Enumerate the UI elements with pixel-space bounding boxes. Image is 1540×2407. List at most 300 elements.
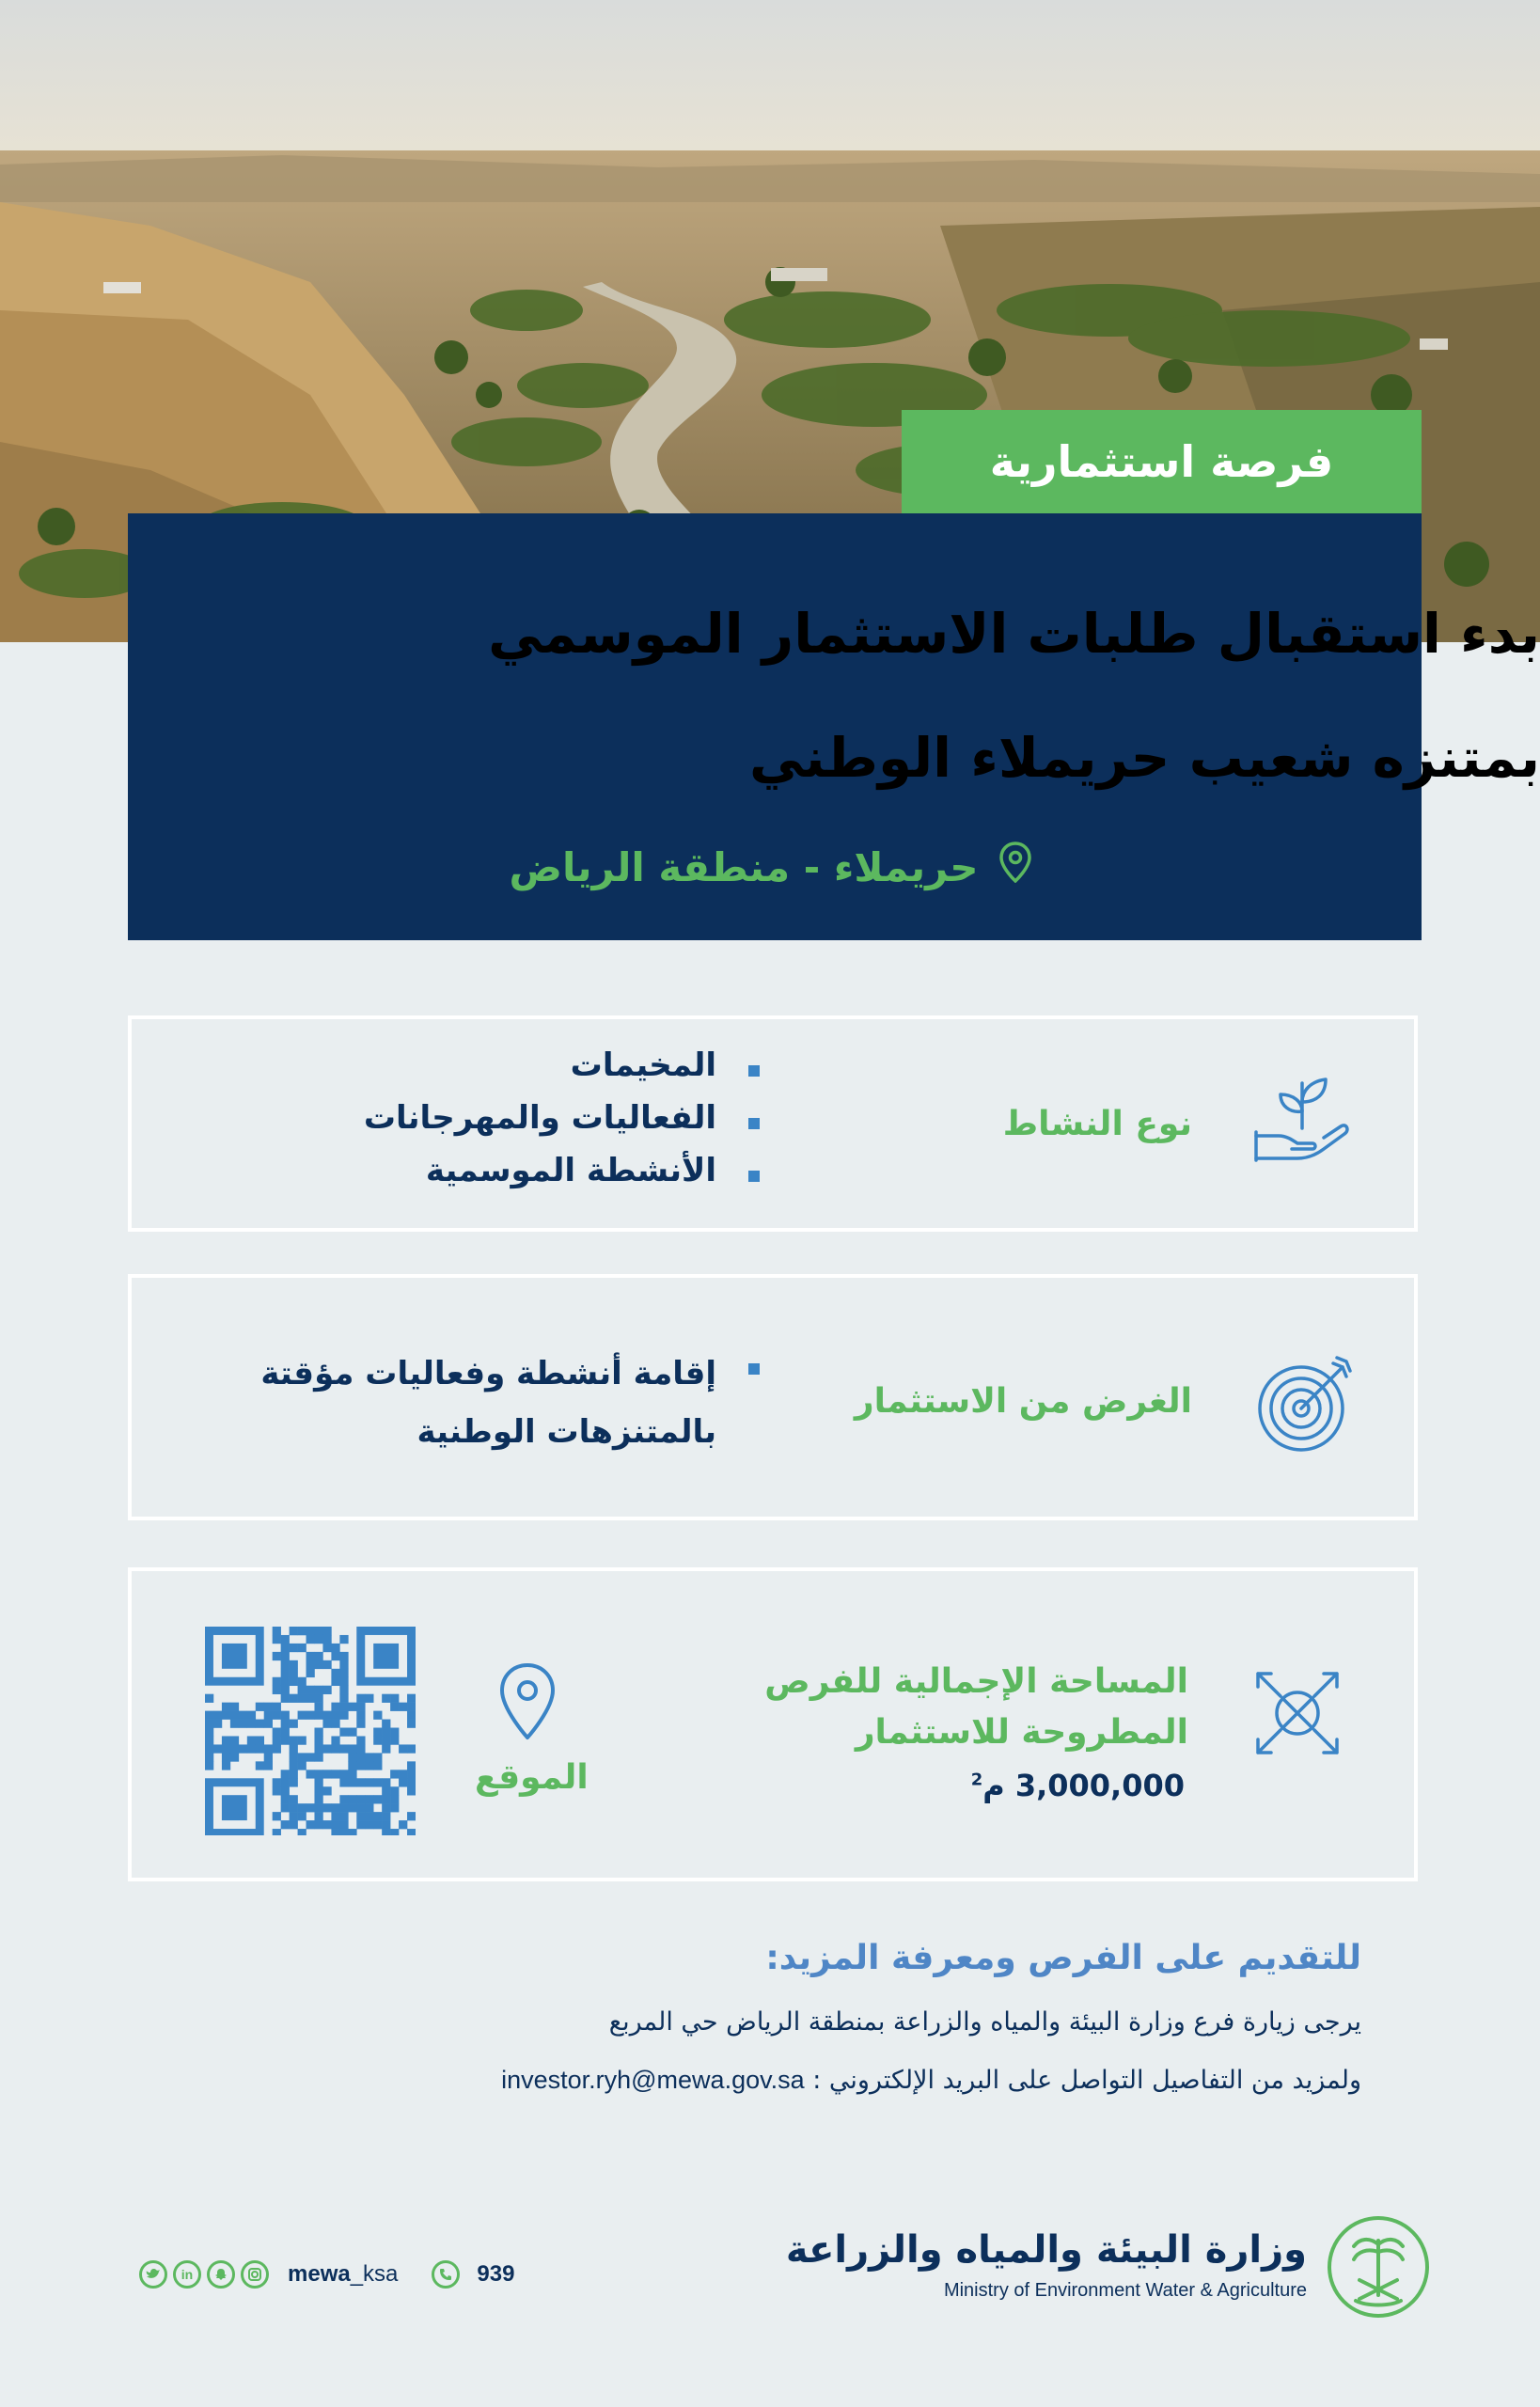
qr-module	[290, 1660, 298, 1669]
qr-module	[331, 1720, 339, 1728]
qr-module	[273, 1703, 281, 1711]
instagram-icon[interactable]	[241, 2260, 269, 2289]
qr-module	[314, 1753, 322, 1761]
qr-module	[306, 1753, 315, 1761]
social-bar	[139, 2260, 514, 2289]
apply-contact-label: ولمزيد من التفاصيل التواصل على البريد الإلكتروني :	[804, 2066, 1361, 2095]
qr-module	[348, 1753, 356, 1761]
qr-module	[373, 1736, 382, 1744]
qr-module	[390, 1736, 399, 1744]
qr-module	[322, 1644, 331, 1652]
qr-module	[339, 1652, 348, 1660]
area-number: 3,000,000 م	[982, 1768, 1185, 1803]
qr-module	[331, 1829, 339, 1835]
qr-module	[230, 1711, 239, 1720]
qr-module	[298, 1812, 306, 1820]
qr-module	[306, 1694, 315, 1703]
qr-module	[314, 1820, 322, 1829]
qr-module	[256, 1720, 264, 1728]
qr-module	[382, 1829, 390, 1835]
qr-module	[339, 1694, 348, 1703]
qr-module	[247, 1744, 256, 1753]
qr-module	[314, 1778, 322, 1786]
qr-module	[407, 1703, 416, 1711]
hand-plant-icon	[1250, 1074, 1354, 1168]
qr-module	[306, 1635, 315, 1644]
location-text: حريملاء - منطقة الرياض	[509, 843, 979, 890]
qr-module	[281, 1786, 290, 1795]
list-item: المخيمات	[364, 1046, 760, 1099]
qr-module	[339, 1795, 348, 1803]
qr-module	[222, 1703, 230, 1711]
qr-module	[356, 1736, 365, 1744]
total-area-label-line-2: المطروحة للاستثمار	[855, 1713, 1188, 1752]
qr-module	[356, 1795, 365, 1803]
qr-module	[281, 1644, 290, 1652]
qr-module	[281, 1652, 290, 1660]
qr-module	[273, 1786, 281, 1795]
qr-module	[256, 1761, 264, 1770]
qr-module	[390, 1694, 399, 1703]
qr-module	[356, 1694, 365, 1703]
qr-module	[373, 1795, 382, 1803]
qr-module	[281, 1686, 290, 1694]
qr-module	[273, 1744, 281, 1753]
qr-module	[230, 1744, 239, 1753]
qr-module	[314, 1728, 322, 1737]
qr-module	[407, 1711, 416, 1720]
qr-finder-inner	[222, 1795, 247, 1820]
site-label: الموقع	[475, 1758, 589, 1797]
qr-module	[339, 1635, 348, 1644]
qr-module	[222, 1711, 230, 1720]
qr-module	[339, 1677, 348, 1686]
qr-module	[348, 1770, 356, 1778]
qr-module	[331, 1820, 339, 1829]
qr-module	[407, 1770, 416, 1778]
qr-module	[213, 1744, 222, 1753]
investment-purpose-label: الغرض من الاستثمار	[854, 1382, 1192, 1421]
qr-module	[273, 1635, 281, 1644]
qr-module	[256, 1744, 264, 1753]
qr-module	[382, 1728, 390, 1737]
qr-module	[365, 1753, 373, 1761]
qr-module	[373, 1820, 382, 1829]
qr-module	[322, 1770, 331, 1778]
qr-finder-inner	[222, 1644, 247, 1669]
total-area-value	[971, 1768, 1185, 1803]
qr-module	[281, 1803, 290, 1812]
qr-module	[348, 1744, 356, 1753]
contact-email-link[interactable]: investor.ryh@mewa.gov.sa	[501, 2066, 805, 2094]
qr-module	[390, 1803, 399, 1812]
qr-module	[382, 1736, 390, 1744]
qr-module	[290, 1770, 298, 1778]
qr-module	[407, 1694, 416, 1703]
qr-module	[399, 1778, 407, 1786]
qr-module	[281, 1635, 290, 1644]
qr-module	[331, 1703, 339, 1711]
qr-module	[290, 1644, 298, 1652]
qr-module	[390, 1786, 399, 1795]
qr-module	[382, 1820, 390, 1829]
social-handle-rest: _ksa	[350, 2261, 399, 2287]
qr-module	[230, 1736, 239, 1744]
qr-module	[322, 1720, 331, 1728]
qr-module	[273, 1812, 281, 1820]
qr-module	[290, 1720, 298, 1728]
qr-module	[365, 1803, 373, 1812]
qr-module	[314, 1686, 322, 1694]
qr-module	[290, 1753, 298, 1761]
qr-module	[273, 1728, 281, 1737]
qr-module	[390, 1728, 399, 1737]
qr-module	[331, 1644, 339, 1652]
qr-module	[314, 1736, 322, 1744]
qr-module	[365, 1820, 373, 1829]
qr-module	[382, 1803, 390, 1812]
qr-module	[306, 1686, 315, 1694]
qr-module	[281, 1770, 290, 1778]
qr-module	[290, 1820, 298, 1829]
qr-module	[356, 1720, 365, 1728]
qr-module	[331, 1770, 339, 1778]
qr-module	[407, 1744, 416, 1753]
activity-type-card	[128, 1015, 1418, 1232]
qr-module	[382, 1786, 390, 1795]
qr-module	[331, 1711, 339, 1720]
qr-module	[239, 1744, 247, 1753]
area-unit-superscript: 2	[970, 1770, 983, 1790]
qr-module	[322, 1627, 331, 1635]
qr-module	[348, 1795, 356, 1803]
qr-module	[290, 1761, 298, 1770]
qr-module	[281, 1720, 290, 1728]
qr-module	[373, 1753, 382, 1761]
qr-module	[314, 1711, 322, 1720]
qr-module	[322, 1786, 331, 1795]
qr-module	[314, 1694, 322, 1703]
qr-module	[273, 1778, 281, 1786]
qr-module	[213, 1720, 222, 1728]
qr-module	[314, 1627, 322, 1635]
phone-contact[interactable]	[432, 2260, 514, 2289]
qr-module	[331, 1652, 339, 1660]
qr-module	[390, 1703, 399, 1711]
qr-module	[222, 1736, 230, 1744]
qr-module	[281, 1660, 290, 1669]
qr-module	[290, 1812, 298, 1820]
qr-module	[230, 1720, 239, 1728]
phone-icon	[432, 2260, 460, 2289]
qr-module	[382, 1694, 390, 1703]
qr-module	[230, 1703, 239, 1711]
qr-module	[322, 1711, 331, 1720]
qr-module	[306, 1627, 315, 1635]
qr-module	[205, 1761, 213, 1770]
qr-module	[373, 1778, 382, 1786]
qr-module	[239, 1711, 247, 1720]
qr-module	[373, 1728, 382, 1737]
qr-module	[331, 1736, 339, 1744]
qr-module	[314, 1786, 322, 1795]
total-area-label-line-1: المساحة الإجمالية للفرص	[764, 1662, 1188, 1701]
apply-visit-text: يرجى زيارة فرع وزارة البيئة والمياه والزراعة بمنطقة الرياض حي المربع	[608, 2007, 1361, 2037]
qr-module	[290, 1736, 298, 1744]
qr-module	[322, 1744, 331, 1753]
qr-module	[298, 1753, 306, 1761]
qr-module	[399, 1744, 407, 1753]
qr-module	[373, 1761, 382, 1770]
qr-module	[281, 1728, 290, 1737]
qr-module	[339, 1711, 348, 1720]
ministry-name-english: Ministry of Environment Water & Agriculture	[943, 2280, 1307, 2301]
location-pin-icon	[999, 842, 1031, 892]
qr-module	[205, 1694, 213, 1703]
qr-module	[382, 1795, 390, 1803]
qr-module	[365, 1778, 373, 1786]
qr-module	[264, 1753, 273, 1761]
qr-module	[314, 1795, 322, 1803]
qr-module	[356, 1820, 365, 1829]
qr-module	[222, 1753, 230, 1761]
qr-module	[322, 1820, 331, 1829]
qr-module	[356, 1744, 365, 1753]
qr-module	[322, 1635, 331, 1644]
qr-module	[407, 1812, 416, 1820]
list-item: الأنشطة الموسمية	[364, 1152, 760, 1204]
qr-module	[390, 1770, 399, 1778]
qr-module	[399, 1770, 407, 1778]
qr-module	[273, 1736, 281, 1744]
qr-module	[273, 1829, 281, 1835]
qr-module	[331, 1812, 339, 1820]
qr-module	[339, 1744, 348, 1753]
qr-module	[382, 1812, 390, 1820]
qr-module	[298, 1677, 306, 1686]
qr-module	[331, 1677, 339, 1686]
qr-module	[331, 1803, 339, 1812]
qr-module	[281, 1795, 290, 1803]
qr-module	[407, 1720, 416, 1728]
qr-module	[298, 1686, 306, 1694]
qr-module	[365, 1761, 373, 1770]
qr-module	[247, 1720, 256, 1728]
qr-module	[339, 1660, 348, 1669]
qr-module	[273, 1627, 281, 1635]
qr-module	[256, 1703, 264, 1711]
ministry-name-arabic: وزارة البيئة والمياه والزراعة	[785, 2228, 1307, 2272]
qr-module	[322, 1803, 331, 1812]
qr-module	[348, 1778, 356, 1786]
apply-contact-text	[501, 2066, 1361, 2095]
qr-module	[356, 1812, 365, 1820]
qr-module	[205, 1753, 213, 1761]
qr-module	[298, 1694, 306, 1703]
qr-module	[264, 1711, 273, 1720]
qr-module	[230, 1753, 239, 1761]
apply-heading: للتقديم على الفرص ومعرفة المزيد:	[765, 1939, 1361, 1977]
qr-finder-inner	[373, 1644, 399, 1669]
title-location	[0, 842, 1540, 892]
qr-module	[264, 1720, 273, 1728]
qr-module	[339, 1812, 348, 1820]
qr-module	[339, 1728, 348, 1737]
qr-module	[264, 1744, 273, 1753]
qr-module	[281, 1778, 290, 1786]
qr-module	[298, 1803, 306, 1812]
investment-opportunity-tag	[902, 410, 1422, 513]
qr-module	[339, 1778, 348, 1786]
qr-module	[356, 1711, 365, 1720]
qr-module	[365, 1795, 373, 1803]
location-pin-icon	[498, 1662, 557, 1745]
qr-module	[373, 1812, 382, 1820]
qr-module	[407, 1778, 416, 1786]
activity-list	[364, 1046, 760, 1204]
qr-module	[247, 1711, 256, 1720]
qr-module	[314, 1660, 322, 1669]
location-qr-code[interactable]	[205, 1627, 416, 1839]
qr-module	[298, 1829, 306, 1835]
social-handle-bold: mewa	[288, 2261, 351, 2287]
qr-module	[314, 1803, 322, 1812]
qr-module	[205, 1720, 213, 1728]
qr-module	[281, 1669, 290, 1677]
ministry-logo	[1326, 2214, 1431, 2323]
qr-module	[281, 1677, 290, 1686]
qr-module	[356, 1703, 365, 1711]
qr-module	[365, 1812, 373, 1820]
phone-number: 939	[477, 2261, 515, 2287]
qr-module	[290, 1677, 298, 1686]
linkedin-icon[interactable]: in	[173, 2260, 201, 2289]
qr-module	[348, 1829, 356, 1835]
qr-module	[365, 1694, 373, 1703]
qr-module	[298, 1736, 306, 1744]
qr-module	[339, 1803, 348, 1812]
twitter-icon[interactable]	[139, 2260, 167, 2289]
qr-module	[322, 1686, 331, 1694]
qr-module	[356, 1761, 365, 1770]
qr-module	[290, 1627, 298, 1635]
qr-module	[314, 1812, 322, 1820]
qr-module	[298, 1627, 306, 1635]
qr-module	[281, 1736, 290, 1744]
qr-module	[339, 1703, 348, 1711]
qr-module	[222, 1761, 230, 1770]
qr-module	[407, 1761, 416, 1770]
qr-module	[339, 1686, 348, 1694]
qr-module	[373, 1711, 382, 1720]
qr-module	[322, 1660, 331, 1669]
qr-module	[306, 1669, 315, 1677]
list-item: الفعاليات والمهرجانات	[364, 1099, 760, 1152]
qr-module	[273, 1677, 281, 1686]
qr-module	[356, 1778, 365, 1786]
qr-module	[273, 1711, 281, 1720]
qr-module	[264, 1761, 273, 1770]
qr-module	[306, 1711, 315, 1720]
qr-module	[281, 1711, 290, 1720]
qr-module	[290, 1803, 298, 1812]
qr-module	[273, 1686, 281, 1694]
qr-module	[339, 1829, 348, 1835]
qr-module	[306, 1803, 315, 1812]
qr-module	[281, 1820, 290, 1829]
qr-module	[306, 1652, 315, 1660]
qr-module	[314, 1770, 322, 1778]
expand-area-icon	[1254, 1670, 1341, 1760]
qr-module	[331, 1744, 339, 1753]
qr-module	[314, 1635, 322, 1644]
qr-module	[306, 1770, 315, 1778]
qr-module	[205, 1736, 213, 1744]
qr-module	[205, 1711, 213, 1720]
qr-module	[314, 1652, 322, 1660]
qr-module	[390, 1795, 399, 1803]
qr-module	[264, 1703, 273, 1711]
qr-module	[290, 1694, 298, 1703]
qr-module	[382, 1744, 390, 1753]
qr-module	[356, 1753, 365, 1761]
qr-module	[314, 1703, 322, 1711]
qr-module	[331, 1669, 339, 1677]
qr-module	[407, 1786, 416, 1795]
qr-module	[306, 1660, 315, 1669]
qr-module	[205, 1728, 213, 1737]
qr-module	[390, 1829, 399, 1835]
social-handle[interactable]	[288, 2261, 398, 2288]
qr-module	[339, 1669, 348, 1677]
qr-module	[239, 1720, 247, 1728]
qr-module	[290, 1669, 298, 1677]
qr-module	[339, 1820, 348, 1829]
qr-module	[399, 1703, 407, 1711]
qr-module	[348, 1761, 356, 1770]
qr-module	[256, 1736, 264, 1744]
qr-module	[222, 1744, 230, 1753]
list-item: إقامة أنشطة وفعاليات مؤقتة بالمتنزهات الوطنية	[233, 1345, 760, 1461]
title-line-2: بمتنزه شعيب حريملاء الوطني	[749, 726, 1540, 790]
qr-module	[348, 1728, 356, 1737]
tag-label: فرصة استثمارية	[989, 436, 1334, 487]
activity-type-label: نوع النشاط	[1002, 1105, 1192, 1143]
title-line-1: بدء استقبال طلبات الاستثمار الموسمي	[488, 602, 1540, 666]
qr-module	[281, 1694, 290, 1703]
qr-module	[273, 1652, 281, 1660]
total-area-label	[764, 1657, 1188, 1758]
purpose-list	[233, 1345, 760, 1461]
qr-module	[298, 1711, 306, 1720]
qr-module	[348, 1703, 356, 1711]
qr-module	[247, 1736, 256, 1744]
target-arrow-icon	[1252, 1348, 1361, 1461]
snapchat-icon[interactable]	[207, 2260, 235, 2289]
qr-module	[382, 1778, 390, 1786]
qr-module	[399, 1820, 407, 1829]
qr-module	[382, 1720, 390, 1728]
qr-module	[205, 1744, 213, 1753]
qr-module	[314, 1744, 322, 1753]
qr-module	[213, 1711, 222, 1720]
qr-module	[298, 1644, 306, 1652]
qr-module	[298, 1761, 306, 1770]
qr-module	[290, 1778, 298, 1786]
qr-module	[290, 1744, 298, 1753]
qr-module	[356, 1803, 365, 1812]
qr-module	[290, 1795, 298, 1803]
